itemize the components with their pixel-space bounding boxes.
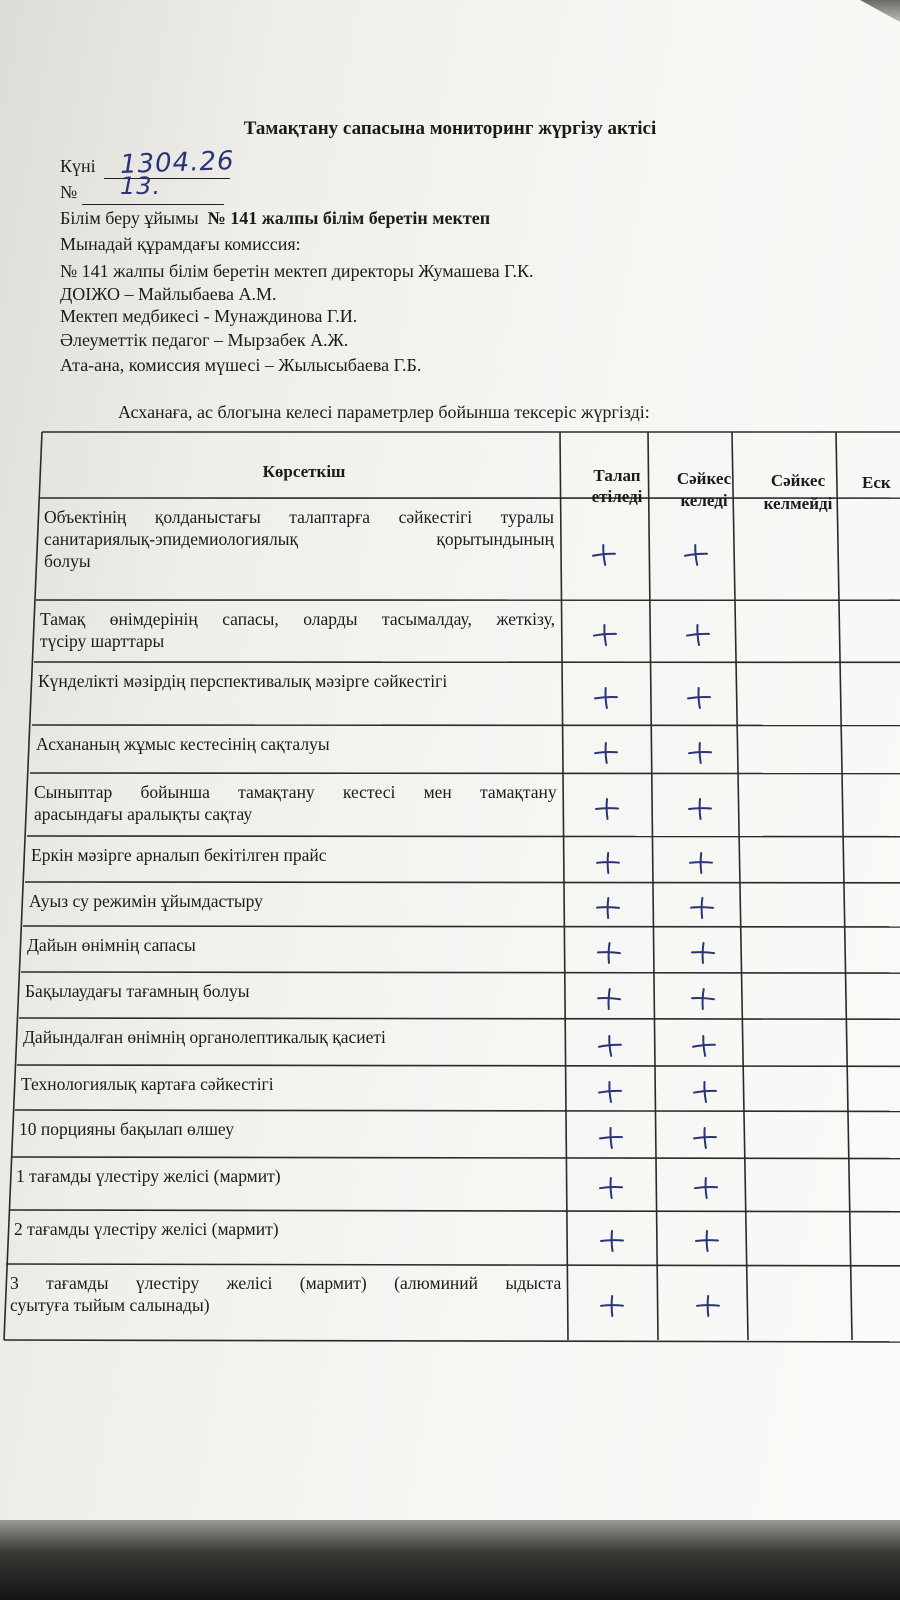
row-indicator-text: болуы xyxy=(44,551,91,571)
table-rule xyxy=(27,836,900,837)
complies-mark-plus-icon xyxy=(683,796,717,822)
header-noncomplies-1: Сәйкес xyxy=(770,471,826,490)
required-mark-plus-icon xyxy=(591,895,625,921)
header-noncomplies-2: келмейді xyxy=(763,494,833,513)
row-indicator-text: Күнделікті мәзірдің перспективалық мәзірге сәйкестігі xyxy=(38,671,448,691)
required-mark-plus-icon xyxy=(593,1079,627,1105)
complies-mark-plus-icon xyxy=(685,895,719,921)
column-separator xyxy=(648,432,658,1340)
required-mark-plus-icon xyxy=(589,685,623,711)
complies-mark-plus-icon xyxy=(682,685,716,711)
background-surface xyxy=(0,1520,900,1600)
row-indicator-text: түсіру шарттары xyxy=(40,631,165,651)
row-indicator-text: Дайын өнімнің сапасы xyxy=(27,935,196,955)
required-mark-plus-icon xyxy=(593,1033,627,1059)
required-mark-plus-icon xyxy=(591,850,625,876)
complies-mark-plus-icon xyxy=(684,850,718,876)
row-indicator-text: Асхананың жұмыс кестесінің сақталуы xyxy=(36,734,330,754)
row-indicator-text: 3 тағамды үлестіру желісі (мармит) (алюминий ыдыста xyxy=(10,1273,562,1293)
table-rule xyxy=(23,926,900,927)
column-separator xyxy=(836,432,852,1340)
column-separator xyxy=(560,432,568,1340)
commission-heading: Мынадай құрамдағы комиссия: xyxy=(60,234,301,254)
date-handwritten: 1304.26 xyxy=(119,146,236,180)
complies-mark-plus-icon xyxy=(689,1175,723,1201)
complies-mark-plus-icon xyxy=(688,1079,722,1105)
table-rule xyxy=(15,1110,900,1111)
table-rule xyxy=(12,1157,900,1159)
document-title: Тамақтану сапасына мониторинг жүргізу актісі xyxy=(243,118,657,139)
member-line: Ата-ана, комиссия мүшесі – Жылысыбаева Г.Б. xyxy=(60,355,422,375)
column-separator xyxy=(732,432,748,1340)
row-indicator-text: Ауыз су режимін ұйымдастыру xyxy=(29,891,263,911)
complies-mark-plus-icon xyxy=(683,740,717,766)
table-rule xyxy=(4,1340,900,1342)
header-complies-2: келеді xyxy=(680,491,728,510)
complies-mark-plus-icon xyxy=(686,940,720,966)
header-indicator: Көрсеткіш xyxy=(262,462,346,481)
required-mark-plus-icon xyxy=(595,1293,629,1319)
complies-mark-plus-icon xyxy=(690,1228,724,1254)
row-indicator-text: 2 тағамды үлестіру желісі (мармит) xyxy=(14,1219,279,1239)
row-indicator-text: суытуға тыйым салынады) xyxy=(10,1295,210,1315)
row-indicator-text: 10 порцияны бақылап өлшеу xyxy=(19,1119,234,1139)
member-line: ДОІЖО – Майлыбаева А.М. xyxy=(60,284,277,304)
row-indicator-text: Технологиялық картаға сәйкестігі xyxy=(21,1074,274,1094)
header-required-1: Талап xyxy=(593,466,641,485)
header-required-2: етіледі xyxy=(591,487,643,506)
org-label: Білім беру ұйымы xyxy=(60,208,199,228)
row-indicator-text: Тамақ өнімдерінің сапасы, оларды тасымалдау, жеткізу, xyxy=(40,609,555,629)
required-mark-plus-icon xyxy=(590,796,624,822)
complies-mark-plus-icon xyxy=(686,986,720,1012)
table-rule xyxy=(19,1018,900,1019)
required-mark-plus-icon xyxy=(595,1228,629,1254)
org-value: № 141 жалпы білім беретін мектеп xyxy=(207,208,491,228)
row-indicator-text: Объектінің қолданыстағы талаптарға сәйкестігі туралы xyxy=(44,507,554,527)
row-indicator-text: 1 тағамды үлестіру желісі (мармит) xyxy=(16,1166,281,1186)
number-handwritten: 13. xyxy=(120,172,162,200)
table-rule xyxy=(21,972,900,973)
complies-mark-plus-icon xyxy=(679,542,713,568)
table-rule xyxy=(25,882,900,883)
table-rule xyxy=(30,773,900,774)
row-indicator-text: арасындағы аралықты сақтау xyxy=(34,804,253,824)
complies-mark-plus-icon xyxy=(681,622,715,648)
table-rule xyxy=(6,1264,900,1266)
required-mark-plus-icon xyxy=(589,740,623,766)
required-mark-plus-icon xyxy=(594,1125,628,1151)
date-label: Күні xyxy=(60,156,96,176)
complies-mark-plus-icon xyxy=(687,1033,721,1059)
row-indicator-text: Дайындалған өнімнің органолептикалық қасиеті xyxy=(23,1027,386,1047)
table-left-border xyxy=(4,432,42,1340)
required-mark-plus-icon xyxy=(594,1175,628,1201)
member-line: № 141 жалпы білім беретін мектеп директоры Жумашева Г.К. xyxy=(60,261,534,281)
member-line: Әлеуметтік педагог – Мырзабек А.Ж. xyxy=(60,330,349,350)
member-line: Мектеп медбикесі - Мунаждинова Г.И. xyxy=(60,306,358,326)
complies-mark-plus-icon xyxy=(688,1125,722,1151)
table-rule xyxy=(17,1065,900,1066)
table-rule xyxy=(10,1210,900,1212)
header-complies-1: Сәйкес xyxy=(676,469,732,488)
complies-mark-plus-icon xyxy=(691,1293,725,1319)
row-indicator-text: санитариялық-эпидемиологиялық қорытындының xyxy=(44,529,554,549)
row-indicator-text: Еркін мәзірге арналып бекітілген прайс xyxy=(31,845,327,865)
required-mark-plus-icon xyxy=(588,622,622,648)
required-mark-plus-icon xyxy=(592,986,626,1012)
required-mark-plus-icon xyxy=(587,542,621,568)
row-indicator-text: Сыныптар бойынша тамақтану кестесі мен тамақтану xyxy=(34,782,557,802)
required-mark-plus-icon xyxy=(592,940,626,966)
intro-text: Асханаға, ас блогына келесі параметрлер бойынша тексеріс жүргізді: xyxy=(118,402,650,422)
header-notes: Еск xyxy=(862,473,891,492)
row-indicator-text: Бақылаудағы тағамның болуы xyxy=(25,981,250,1001)
number-label: № xyxy=(60,182,78,202)
